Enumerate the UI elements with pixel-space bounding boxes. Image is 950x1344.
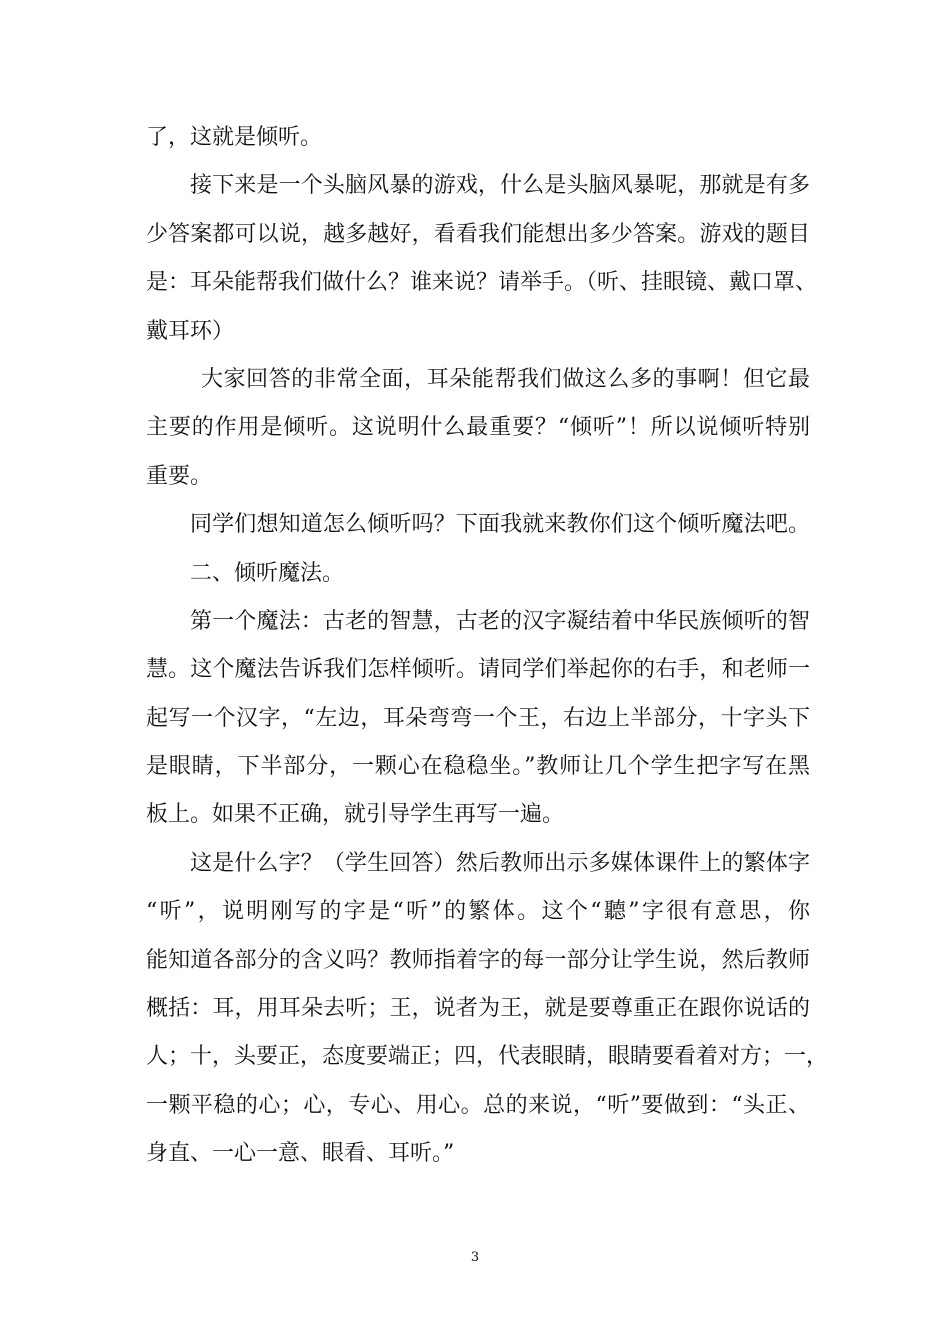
text-line: 大家回答的非常全面，耳朵能帮我们做这么多的事啊！但它最	[201, 366, 810, 392]
text-line: 重要。	[146, 463, 213, 489]
text-line: 起写一个汉字，“左边，耳朵弯弯一个王，右边上半部分，十字头下	[146, 705, 810, 731]
text-line: 了，这就是倾听。	[146, 125, 323, 150]
text-line: 接下来是一个头脑风暴的游戏，什么是头脑风暴呢，那就是有多	[190, 173, 810, 199]
body-text	[146, 114, 829, 1179]
text-line: 同学们想知道怎么倾听吗？下面我就来教你们这个倾听魔法吧。	[190, 512, 810, 538]
section-heading: 二、倾听魔法。	[190, 560, 345, 586]
text-line: 一颗平稳的心；心，专心、用心。总的来说，“听”要做到：“头正、	[146, 1092, 810, 1118]
text-line: 是眼睛，下半部分，一颗心在稳稳坐。”教师让几个学生把字写在黑	[146, 754, 810, 780]
text-line: 戴耳环）	[146, 318, 235, 344]
text-line: 板上。如果不正确，就引导学生再写一遍。	[146, 802, 565, 828]
text-line: 少答案都可以说，越多越好，看看我们能想出多少答案。游戏的题目	[146, 221, 810, 247]
text-line: 第一个魔法：古老的智慧，古老的汉字凝结着中华民族倾听的智	[190, 608, 810, 634]
page-number: 3	[470, 1250, 480, 1265]
text-line: 概括：耳，用耳朵去听；王，说者为王，就是要尊重正在跟你说话的	[146, 996, 810, 1022]
text-line: 主要的作用是倾听。这说明什么最重要？“倾听”！所以说倾听特别	[146, 415, 810, 441]
text-line: 是：耳朵能帮我们做什么？谁来说？请举手。（听、挂眼镜、戴口罩、	[146, 270, 818, 296]
text-line: “听”，说明刚写的字是“听”的繁体。这个“聽”字很有意思，你	[146, 899, 810, 925]
text-line: 身直、一心一意、眼看、耳听。”	[146, 1141, 455, 1167]
text-line: 慧。这个魔法告诉我们怎样倾听。请同学们举起你的右手，和老师一	[146, 657, 810, 683]
text-line: 能知道各部分的含义吗？教师指着字的每一部分让学生说，然后教师	[146, 947, 810, 973]
text-line: 这是什么字？（学生回答）然后教师出示多媒体课件上的繁体字	[190, 850, 810, 876]
text-line: 人；十，头要正，态度要端正；四，代表眼睛，眼睛要看着对方；一，	[146, 1044, 829, 1070]
